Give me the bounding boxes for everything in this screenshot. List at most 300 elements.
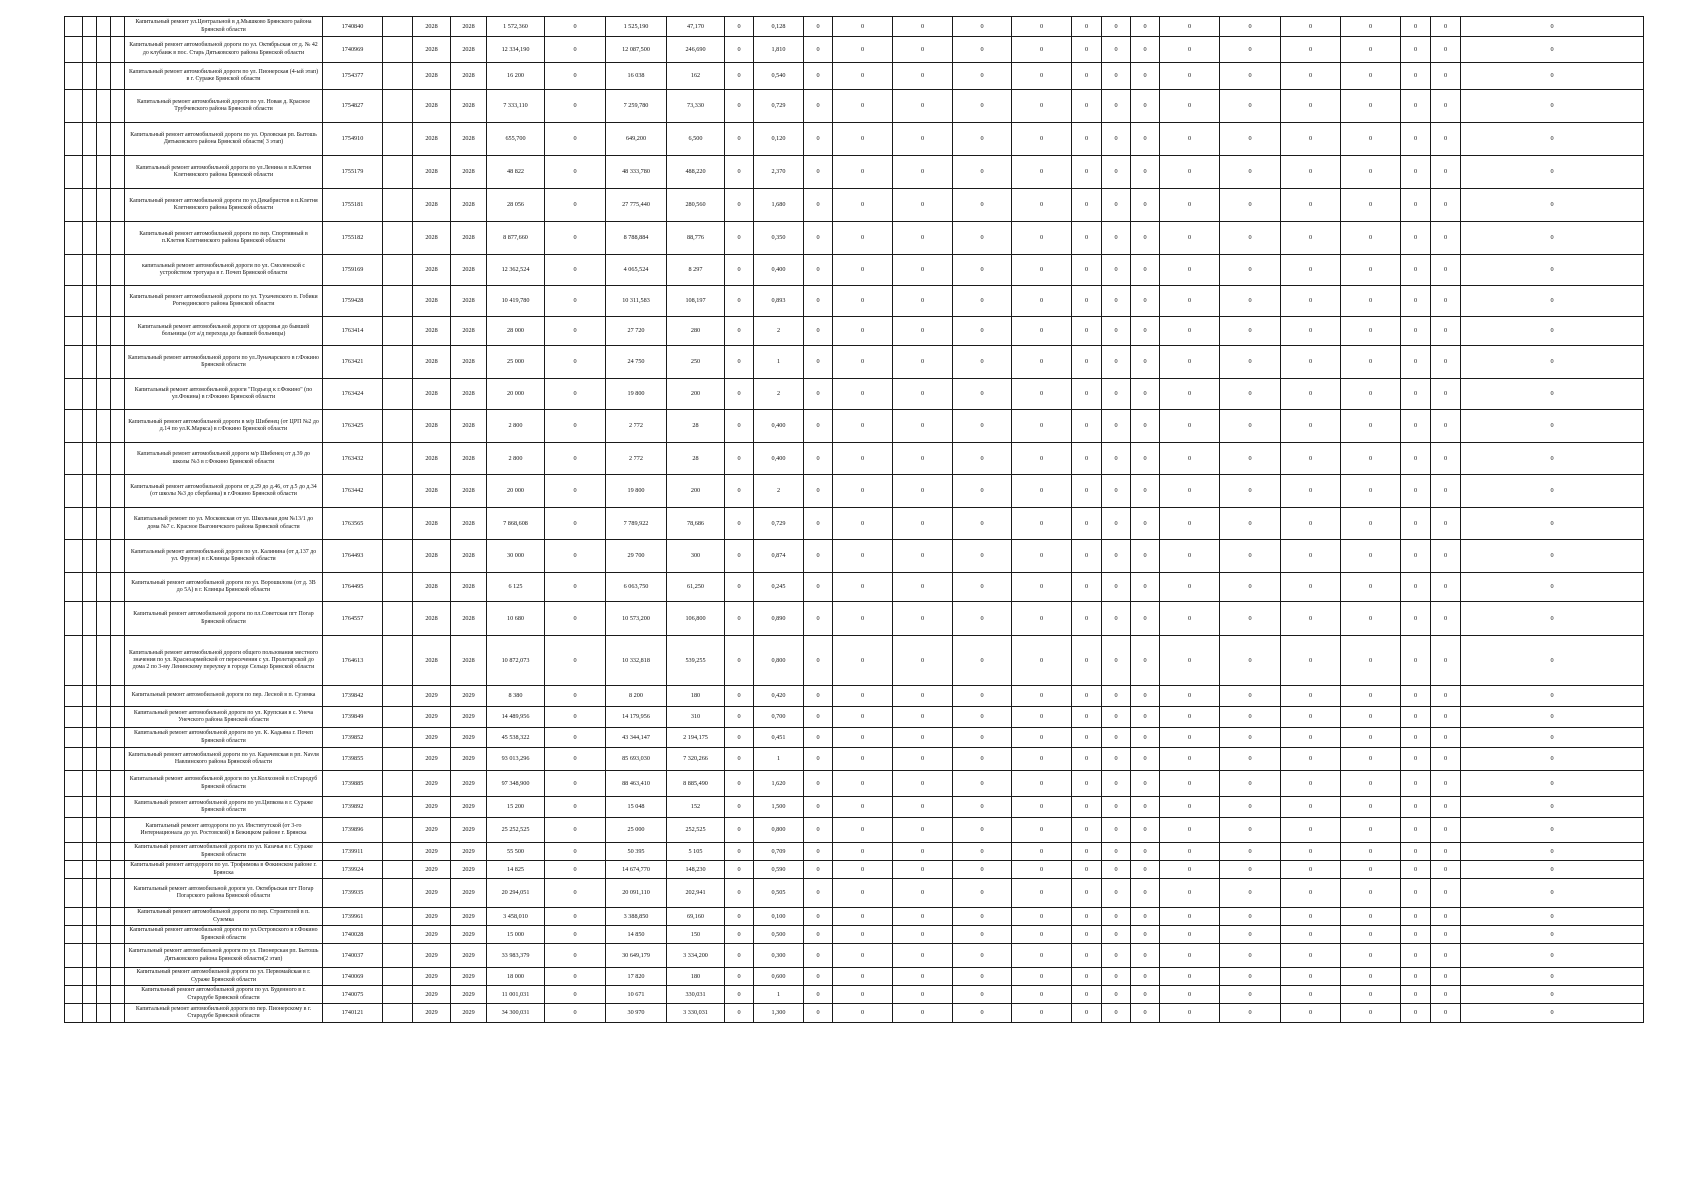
cell-zero: 0: [1461, 37, 1644, 63]
cell-c2: 0: [725, 90, 754, 123]
cell-code: 1759428: [323, 286, 383, 317]
cell-start: 2029: [413, 707, 451, 728]
cell-length: 0,600: [754, 968, 804, 986]
cell-zero: 0: [1220, 443, 1281, 475]
cell-zero: 0: [1160, 222, 1220, 255]
cell-name: Капитальный ремонт автомобильной дороги по ул. Пионерская (4-ый этап) в г. Сураже Брянской области: [125, 63, 323, 90]
cell-zero: 0: [833, 443, 893, 475]
cell-zero: 0: [1220, 508, 1281, 540]
cell-length: 0,540: [754, 63, 804, 90]
cell-length: 0,350: [754, 222, 804, 255]
cell-zero: 0: [953, 475, 1012, 508]
cell-total: 45 538,322: [487, 728, 545, 748]
cell-total: 1 572,360: [487, 17, 545, 37]
cell-zero: 0: [893, 707, 953, 728]
cell-zero: 0: [804, 797, 833, 818]
cell-zero: 0: [1160, 156, 1220, 189]
cell-c1: 0: [545, 90, 606, 123]
cell-zero: 0: [1281, 37, 1341, 63]
blank-cell: [383, 986, 413, 1004]
cell-c1: 0: [545, 379, 606, 410]
blank-cell: [97, 475, 111, 508]
cell-c1: 0: [545, 843, 606, 861]
blank-cell: [383, 908, 413, 926]
cell-name: Капитальный ремонт автомобильной дороги по ул. Октябрьская от д. № 42 до клубаиж в пос. Старь Дятьковского района Брянской области: [125, 37, 323, 63]
cell-zero: 0: [1012, 986, 1072, 1004]
blank-cell: [111, 861, 125, 879]
cell-zero: 0: [1461, 926, 1644, 944]
cell-zero: 0: [1281, 771, 1341, 797]
cell-total: 93 013,296: [487, 748, 545, 771]
cell-zero: 0: [833, 602, 893, 636]
cell-c2: 0: [725, 728, 754, 748]
cell-zero: 0: [1220, 286, 1281, 317]
blank-cell: [383, 636, 413, 686]
cell-zero: 0: [1012, 123, 1072, 156]
cell-zero: 0: [1220, 707, 1281, 728]
cell-zero: 0: [1401, 728, 1431, 748]
blank-cell: [83, 17, 97, 37]
cell-zero: 0: [1341, 346, 1401, 379]
blank-cell: [111, 728, 125, 748]
cell-zero: 0: [1220, 540, 1281, 573]
cell-zero: 0: [833, 222, 893, 255]
cell-zero: 0: [1012, 540, 1072, 573]
blank-cell: [83, 90, 97, 123]
blank-cell: [111, 17, 125, 37]
cell-zero: 0: [953, 222, 1012, 255]
table-row: [65, 986, 1644, 1004]
blank-cell: [65, 944, 83, 968]
cell-total: 97 348,900: [487, 771, 545, 797]
blank-cell: [83, 728, 97, 748]
cell-zero: 0: [1102, 17, 1131, 37]
cell-zero: 0: [1341, 540, 1401, 573]
cell-zero: 0: [1072, 17, 1102, 37]
blank-cell: [97, 861, 111, 879]
blank-cell: [65, 123, 83, 156]
cell-zero: 0: [1072, 748, 1102, 771]
cell-zero: 0: [1012, 686, 1072, 707]
cell-zero: 0: [804, 540, 833, 573]
cell-zero: 0: [1072, 728, 1102, 748]
cell-zero: 0: [1012, 748, 1072, 771]
cell-zero: 0: [1401, 379, 1431, 410]
cell-zero: 0: [1341, 908, 1401, 926]
cell-zero: 0: [833, 379, 893, 410]
cell-zero: 0: [1102, 540, 1131, 573]
cell-zero: 0: [1461, 573, 1644, 602]
cell-end: 2028: [451, 602, 487, 636]
cell-regional: 50 395: [606, 843, 667, 861]
cell-zero: 0: [1281, 475, 1341, 508]
cell-zero: 0: [1102, 443, 1131, 475]
cell-zero: 0: [804, 707, 833, 728]
blank-cell: [65, 573, 83, 602]
cell-total: 34 300,031: [487, 1004, 545, 1023]
cell-total: 655,700: [487, 123, 545, 156]
cell-zero: 0: [1131, 861, 1160, 879]
cell-c2: 0: [725, 540, 754, 573]
blank-cell: [111, 968, 125, 986]
cell-zero: 0: [893, 968, 953, 986]
cell-local: 3 330,031: [667, 1004, 725, 1023]
cell-regional: 1 525,190: [606, 17, 667, 37]
cell-end: 2028: [451, 17, 487, 37]
blank-cell: [83, 797, 97, 818]
cell-zero: 0: [1160, 968, 1220, 986]
cell-zero: 0: [1072, 475, 1102, 508]
cell-end: 2028: [451, 540, 487, 573]
cell-c2: 0: [725, 37, 754, 63]
cell-start: 2029: [413, 843, 451, 861]
cell-local: 73,330: [667, 90, 725, 123]
cell-zero: 0: [893, 475, 953, 508]
cell-zero: 0: [953, 156, 1012, 189]
blank-cell: [97, 686, 111, 707]
cell-zero: 0: [1431, 986, 1461, 1004]
cell-end: 2029: [451, 843, 487, 861]
cell-zero: 0: [1281, 908, 1341, 926]
blank-cell: [111, 797, 125, 818]
cell-zero: 0: [1012, 797, 1072, 818]
cell-zero: 0: [1102, 1004, 1131, 1023]
cell-end: 2028: [451, 508, 487, 540]
cell-zero: 0: [1431, 37, 1461, 63]
table-row: [65, 410, 1644, 443]
cell-local: 300: [667, 540, 725, 573]
cell-zero: 0: [1072, 986, 1102, 1004]
cell-zero: 0: [953, 90, 1012, 123]
blank-cell: [83, 986, 97, 1004]
cell-zero: 0: [1401, 861, 1431, 879]
cell-zero: 0: [1102, 346, 1131, 379]
cell-zero: 0: [1401, 944, 1431, 968]
cell-zero: 0: [1072, 189, 1102, 222]
cell-length: 0,590: [754, 861, 804, 879]
cell-zero: 0: [1131, 156, 1160, 189]
blank-cell: [97, 189, 111, 222]
cell-zero: 0: [1401, 771, 1431, 797]
cell-local: 3 334,200: [667, 944, 725, 968]
cell-total: 20 000: [487, 379, 545, 410]
cell-start: 2029: [413, 748, 451, 771]
cell-zero: 0: [893, 926, 953, 944]
cell-zero: 0: [1281, 797, 1341, 818]
cell-zero: 0: [1461, 90, 1644, 123]
cell-zero: 0: [893, 346, 953, 379]
cell-end: 2028: [451, 475, 487, 508]
blank-cell: [111, 636, 125, 686]
cell-zero: 0: [804, 255, 833, 286]
table-row: [65, 908, 1644, 926]
table-row: [65, 843, 1644, 861]
cell-c1: 0: [545, 636, 606, 686]
cell-code: 1755182: [323, 222, 383, 255]
cell-total: 14 489,956: [487, 707, 545, 728]
cell-zero: 0: [1072, 602, 1102, 636]
cell-zero: 0: [1160, 17, 1220, 37]
blank-cell: [383, 222, 413, 255]
cell-zero: 0: [1461, 17, 1644, 37]
cell-start: 2028: [413, 286, 451, 317]
blank-cell: [383, 728, 413, 748]
cell-zero: 0: [1401, 843, 1431, 861]
cell-zero: 0: [953, 636, 1012, 686]
blank-cell: [111, 926, 125, 944]
cell-start: 2029: [413, 861, 451, 879]
cell-end: 2028: [451, 222, 487, 255]
cell-regional: 7 789,922: [606, 508, 667, 540]
cell-zero: 0: [1220, 771, 1281, 797]
cell-zero: 0: [833, 879, 893, 908]
cell-zero: 0: [1072, 156, 1102, 189]
cell-zero: 0: [953, 797, 1012, 818]
cell-zero: 0: [1401, 707, 1431, 728]
blank-cell: [97, 222, 111, 255]
cell-length: 1,500: [754, 797, 804, 818]
cell-zero: 0: [1072, 346, 1102, 379]
cell-zero: 0: [1431, 797, 1461, 818]
cell-zero: 0: [1102, 944, 1131, 968]
cell-regional: 29 700: [606, 540, 667, 573]
blank-cell: [111, 63, 125, 90]
blank-cell: [383, 17, 413, 37]
cell-zero: 0: [1341, 410, 1401, 443]
cell-regional: 7 259,780: [606, 90, 667, 123]
cell-local: 200: [667, 475, 725, 508]
cell-code: 1739911: [323, 843, 383, 861]
blank-cell: [111, 475, 125, 508]
cell-code: 1740037: [323, 944, 383, 968]
cell-c2: 0: [725, 123, 754, 156]
cell-zero: 0: [1102, 986, 1131, 1004]
cell-zero: 0: [1012, 379, 1072, 410]
cell-c1: 0: [545, 286, 606, 317]
blank-cell: [383, 156, 413, 189]
cell-c1: 0: [545, 879, 606, 908]
cell-zero: 0: [1431, 17, 1461, 37]
cell-length: 0,729: [754, 90, 804, 123]
table-row: [65, 475, 1644, 508]
cell-zero: 0: [1461, 317, 1644, 346]
cell-zero: 0: [1102, 379, 1131, 410]
cell-end: 2028: [451, 255, 487, 286]
cell-zero: 0: [1461, 728, 1644, 748]
cell-local: 6,500: [667, 123, 725, 156]
cell-zero: 0: [1461, 1004, 1644, 1023]
cell-zero: 0: [893, 686, 953, 707]
cell-regional: 10 671: [606, 986, 667, 1004]
cell-zero: 0: [953, 189, 1012, 222]
table-row: [65, 602, 1644, 636]
cell-zero: 0: [1131, 728, 1160, 748]
blank-cell: [383, 1004, 413, 1023]
blank-cell: [383, 771, 413, 797]
cell-start: 2029: [413, 686, 451, 707]
cell-zero: 0: [1461, 475, 1644, 508]
cell-zero: 0: [833, 908, 893, 926]
cell-zero: 0: [1220, 156, 1281, 189]
cell-zero: 0: [1401, 508, 1431, 540]
cell-zero: 0: [1160, 410, 1220, 443]
cell-zero: 0: [1341, 286, 1401, 317]
cell-name: Капитальный ремонт автомобильной дороги м/р Шибенец от д.39 до школы №3 в г.Фокино Брянской области: [125, 443, 323, 475]
blank-cell: [383, 443, 413, 475]
cell-zero: 0: [1072, 944, 1102, 968]
cell-zero: 0: [804, 986, 833, 1004]
cell-local: 246,690: [667, 37, 725, 63]
blank-cell: [65, 926, 83, 944]
cell-zero: 0: [1131, 90, 1160, 123]
cell-zero: 0: [1281, 728, 1341, 748]
blank-cell: [383, 686, 413, 707]
cell-zero: 0: [1431, 771, 1461, 797]
cell-zero: 0: [893, 861, 953, 879]
cell-zero: 0: [1012, 286, 1072, 317]
cell-zero: 0: [893, 944, 953, 968]
cell-start: 2029: [413, 908, 451, 926]
cell-zero: 0: [1160, 379, 1220, 410]
cell-c1: 0: [545, 255, 606, 286]
cell-zero: 0: [1012, 1004, 1072, 1023]
cell-zero: 0: [1431, 189, 1461, 222]
cell-zero: 0: [893, 123, 953, 156]
cell-start: 2028: [413, 156, 451, 189]
cell-zero: 0: [1431, 968, 1461, 986]
cell-zero: 0: [1131, 63, 1160, 90]
cell-zero: 0: [1431, 879, 1461, 908]
cell-zero: 0: [953, 37, 1012, 63]
cell-zero: 0: [1461, 707, 1644, 728]
cell-zero: 0: [804, 944, 833, 968]
cell-zero: 0: [1072, 255, 1102, 286]
cell-local: 539,255: [667, 636, 725, 686]
cell-c1: 0: [545, 37, 606, 63]
cell-local: 28: [667, 443, 725, 475]
cell-total: 8 380: [487, 686, 545, 707]
cell-zero: 0: [953, 123, 1012, 156]
cell-zero: 0: [1131, 986, 1160, 1004]
cell-zero: 0: [1131, 286, 1160, 317]
cell-local: 69,160: [667, 908, 725, 926]
cell-length: 0,300: [754, 944, 804, 968]
cell-regional: 12 087,500: [606, 37, 667, 63]
cell-code: 1739849: [323, 707, 383, 728]
cell-zero: 0: [1160, 540, 1220, 573]
cell-zero: 0: [1160, 602, 1220, 636]
cell-start: 2028: [413, 573, 451, 602]
cell-zero: 0: [804, 189, 833, 222]
cell-zero: 0: [1220, 818, 1281, 843]
cell-zero: 0: [1012, 317, 1072, 346]
cell-zero: 0: [1131, 410, 1160, 443]
blank-cell: [111, 286, 125, 317]
cell-code: 1763442: [323, 475, 383, 508]
blank-cell: [65, 222, 83, 255]
cell-zero: 0: [953, 879, 1012, 908]
cell-zero: 0: [1341, 189, 1401, 222]
cell-zero: 0: [1102, 410, 1131, 443]
cell-zero: 0: [1461, 189, 1644, 222]
blank-cell: [97, 286, 111, 317]
cell-zero: 0: [1431, 379, 1461, 410]
cell-c2: 0: [725, 286, 754, 317]
blank-cell: [97, 728, 111, 748]
cell-c2: 0: [725, 686, 754, 707]
cell-total: 14 825: [487, 861, 545, 879]
cell-code: 1740969: [323, 37, 383, 63]
blank-cell: [83, 944, 97, 968]
cell-length: 1,680: [754, 189, 804, 222]
blank-cell: [83, 346, 97, 379]
cell-end: 2029: [451, 926, 487, 944]
cell-total: 28 000: [487, 317, 545, 346]
cell-zero: 0: [1341, 156, 1401, 189]
cell-name: Капитальный ремонт автомобильной дороги по ул. Пионерская рп. Бытошь Дятьковского района Брянской области(2 этап): [125, 944, 323, 968]
cell-c1: 0: [545, 443, 606, 475]
cell-total: 20 294,051: [487, 879, 545, 908]
cell-zero: 0: [893, 286, 953, 317]
cell-zero: 0: [953, 317, 1012, 346]
cell-zero: 0: [953, 286, 1012, 317]
cell-local: 488,220: [667, 156, 725, 189]
blank-cell: [111, 908, 125, 926]
cell-zero: 0: [1072, 686, 1102, 707]
blank-cell: [83, 443, 97, 475]
cell-zero: 0: [1431, 317, 1461, 346]
cell-c2: 0: [725, 379, 754, 410]
cell-zero: 0: [1012, 926, 1072, 944]
cell-zero: 0: [1461, 156, 1644, 189]
cell-zero: 0: [1401, 986, 1431, 1004]
cell-zero: 0: [1012, 843, 1072, 861]
table-row: [65, 156, 1644, 189]
cell-name: Капитальный ремонт автомобильной дороги по ул.Декабристов в п.Клетня Клетнянского района Брянской области: [125, 189, 323, 222]
cell-zero: 0: [1341, 443, 1401, 475]
table-row: [65, 540, 1644, 573]
blank-cell: [65, 879, 83, 908]
blank-cell: [383, 748, 413, 771]
cell-zero: 0: [1461, 602, 1644, 636]
cell-local: 280,560: [667, 189, 725, 222]
cell-start: 2029: [413, 797, 451, 818]
cell-code: 1764557: [323, 602, 383, 636]
cell-zero: 0: [1401, 443, 1431, 475]
cell-code: 1754377: [323, 63, 383, 90]
cell-c2: 0: [725, 797, 754, 818]
cell-end: 2028: [451, 37, 487, 63]
cell-zero: 0: [1431, 573, 1461, 602]
blank-cell: [383, 926, 413, 944]
cell-zero: 0: [1102, 255, 1131, 286]
cell-length: 2: [754, 475, 804, 508]
cell-name: Капитальный ремонт автомобильной дороги по пер. Спортивный в п.Клетня Клетнянского района Брянской области: [125, 222, 323, 255]
cell-code: 1739885: [323, 771, 383, 797]
cell-zero: 0: [833, 986, 893, 1004]
cell-start: 2029: [413, 879, 451, 908]
cell-zero: 0: [1281, 818, 1341, 843]
cell-zero: 0: [953, 410, 1012, 443]
cell-zero: 0: [1160, 728, 1220, 748]
cell-regional: 6 063,750: [606, 573, 667, 602]
cell-zero: 0: [1072, 707, 1102, 728]
cell-total: 10 419,780: [487, 286, 545, 317]
cell-local: 162: [667, 63, 725, 90]
cell-zero: 0: [1131, 1004, 1160, 1023]
cell-length: 1: [754, 346, 804, 379]
cell-zero: 0: [953, 707, 1012, 728]
